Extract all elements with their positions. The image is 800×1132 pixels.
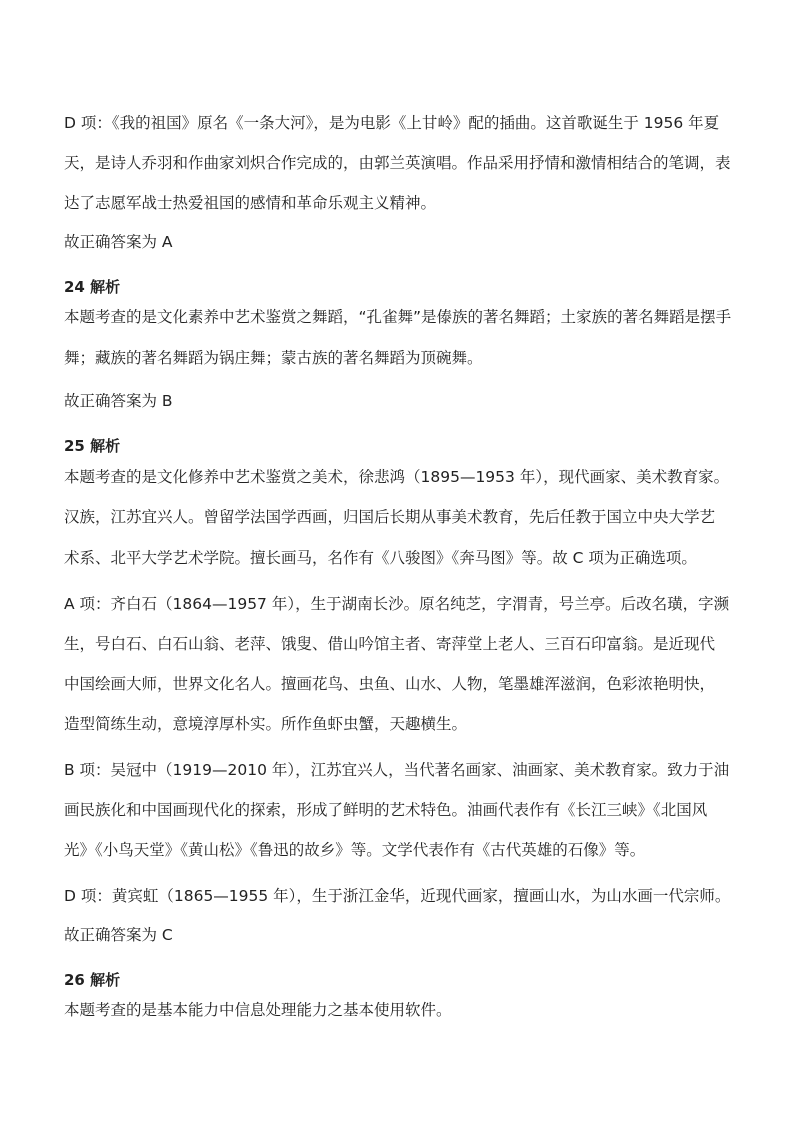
answer-line: 故正确答案为 C [64, 926, 173, 944]
paragraph-line: 达了志愿军战士热爱祖国的感情和革命乐观主义精神。 [64, 194, 437, 212]
section-heading-24: 24 解析 [64, 278, 121, 296]
answer-line: 故正确答案为 A [64, 233, 173, 251]
section-heading-25: 25 解析 [64, 437, 121, 455]
paragraph-line: A 项：齐白石（1864—1957 年），生于湖南长沙。原名纯芝，字渭青，号兰亭。后改名璜，字濒 [64, 595, 730, 613]
paragraph-line: 本题考查的是文化修养中艺术鉴赏之美术，徐悲鸿（1895—1953 年），现代画家、美术教育家。 [64, 468, 730, 486]
paragraph-line: B 项：吴冠中（1919—2010 年），江苏宜兴人，当代著名画家、油画家、美术教育家。致力于油 [64, 761, 730, 779]
paragraph-line: 术系、北平大学艺术学院。擅长画马，名作有《八骏图》《奔马图》等。故 C 项为正确选项。 [64, 549, 697, 567]
paragraph-line: 汉族，江苏宜兴人。曾留学法国学西画，归国后长期从事美术教育，先后任教于国立中央大学艺 [64, 508, 716, 526]
paragraph-line: 本题考查的是文化素养中艺术鉴赏之舞蹈，“孔雀舞”是傣族的著名舞蹈；土家族的著名舞蹈是摆手 [64, 308, 732, 326]
paragraph-line: 造型简练生动，意境淳厚朴实。所作鱼虾虫蟹，天趣横生。 [64, 715, 468, 733]
section-heading-26: 26 解析 [64, 971, 121, 989]
paragraph-line: 中国绘画大师，世界文化名人。擅画花鸟、虫鱼、山水、人物，笔墨雄浑滋润，色彩浓艳明快， [64, 675, 716, 693]
paragraph-line: D 项：《我的祖国》原名《一条大河》，是为电影《上甘岭》配的插曲。这首歌诞生于 1956 年夏 [64, 114, 720, 132]
paragraph-line: 光》《小鸟天堂》《黄山松》《鲁迅的故乡》等。文学代表作有《古代英雄的石像》等。 [64, 841, 646, 859]
paragraph-line: 天，是诗人乔羽和作曲家刘炽合作完成的，由郭兰英演唱。作品采用抒情和激情相结合的笔调，表 [64, 154, 731, 172]
paragraph-line: 本题考查的是基本能力中信息处理能力之基本使用软件。 [64, 1001, 452, 1019]
answer-line: 故正确答案为 B [64, 392, 173, 410]
paragraph-line: D 项：黄宾虹（1865—1955 年），生于浙江金华，近现代画家，擅画山水，为山水画一代宗师。 [64, 887, 731, 905]
paragraph-line: 画民族化和中国画现代化的探索，形成了鲜明的艺术特色。油画代表作有《长江三峡》《北国风 [64, 801, 708, 819]
paragraph-line: 生，号白石、白石山翁、老萍、饿叟、借山吟馆主者、寄萍堂上老人、三百石印富翁。是近现代 [64, 635, 716, 653]
paragraph-line: 舞；藏族的著名舞蹈为锅庄舞；蒙古族的著名舞蹈为顶碗舞。 [64, 349, 483, 367]
